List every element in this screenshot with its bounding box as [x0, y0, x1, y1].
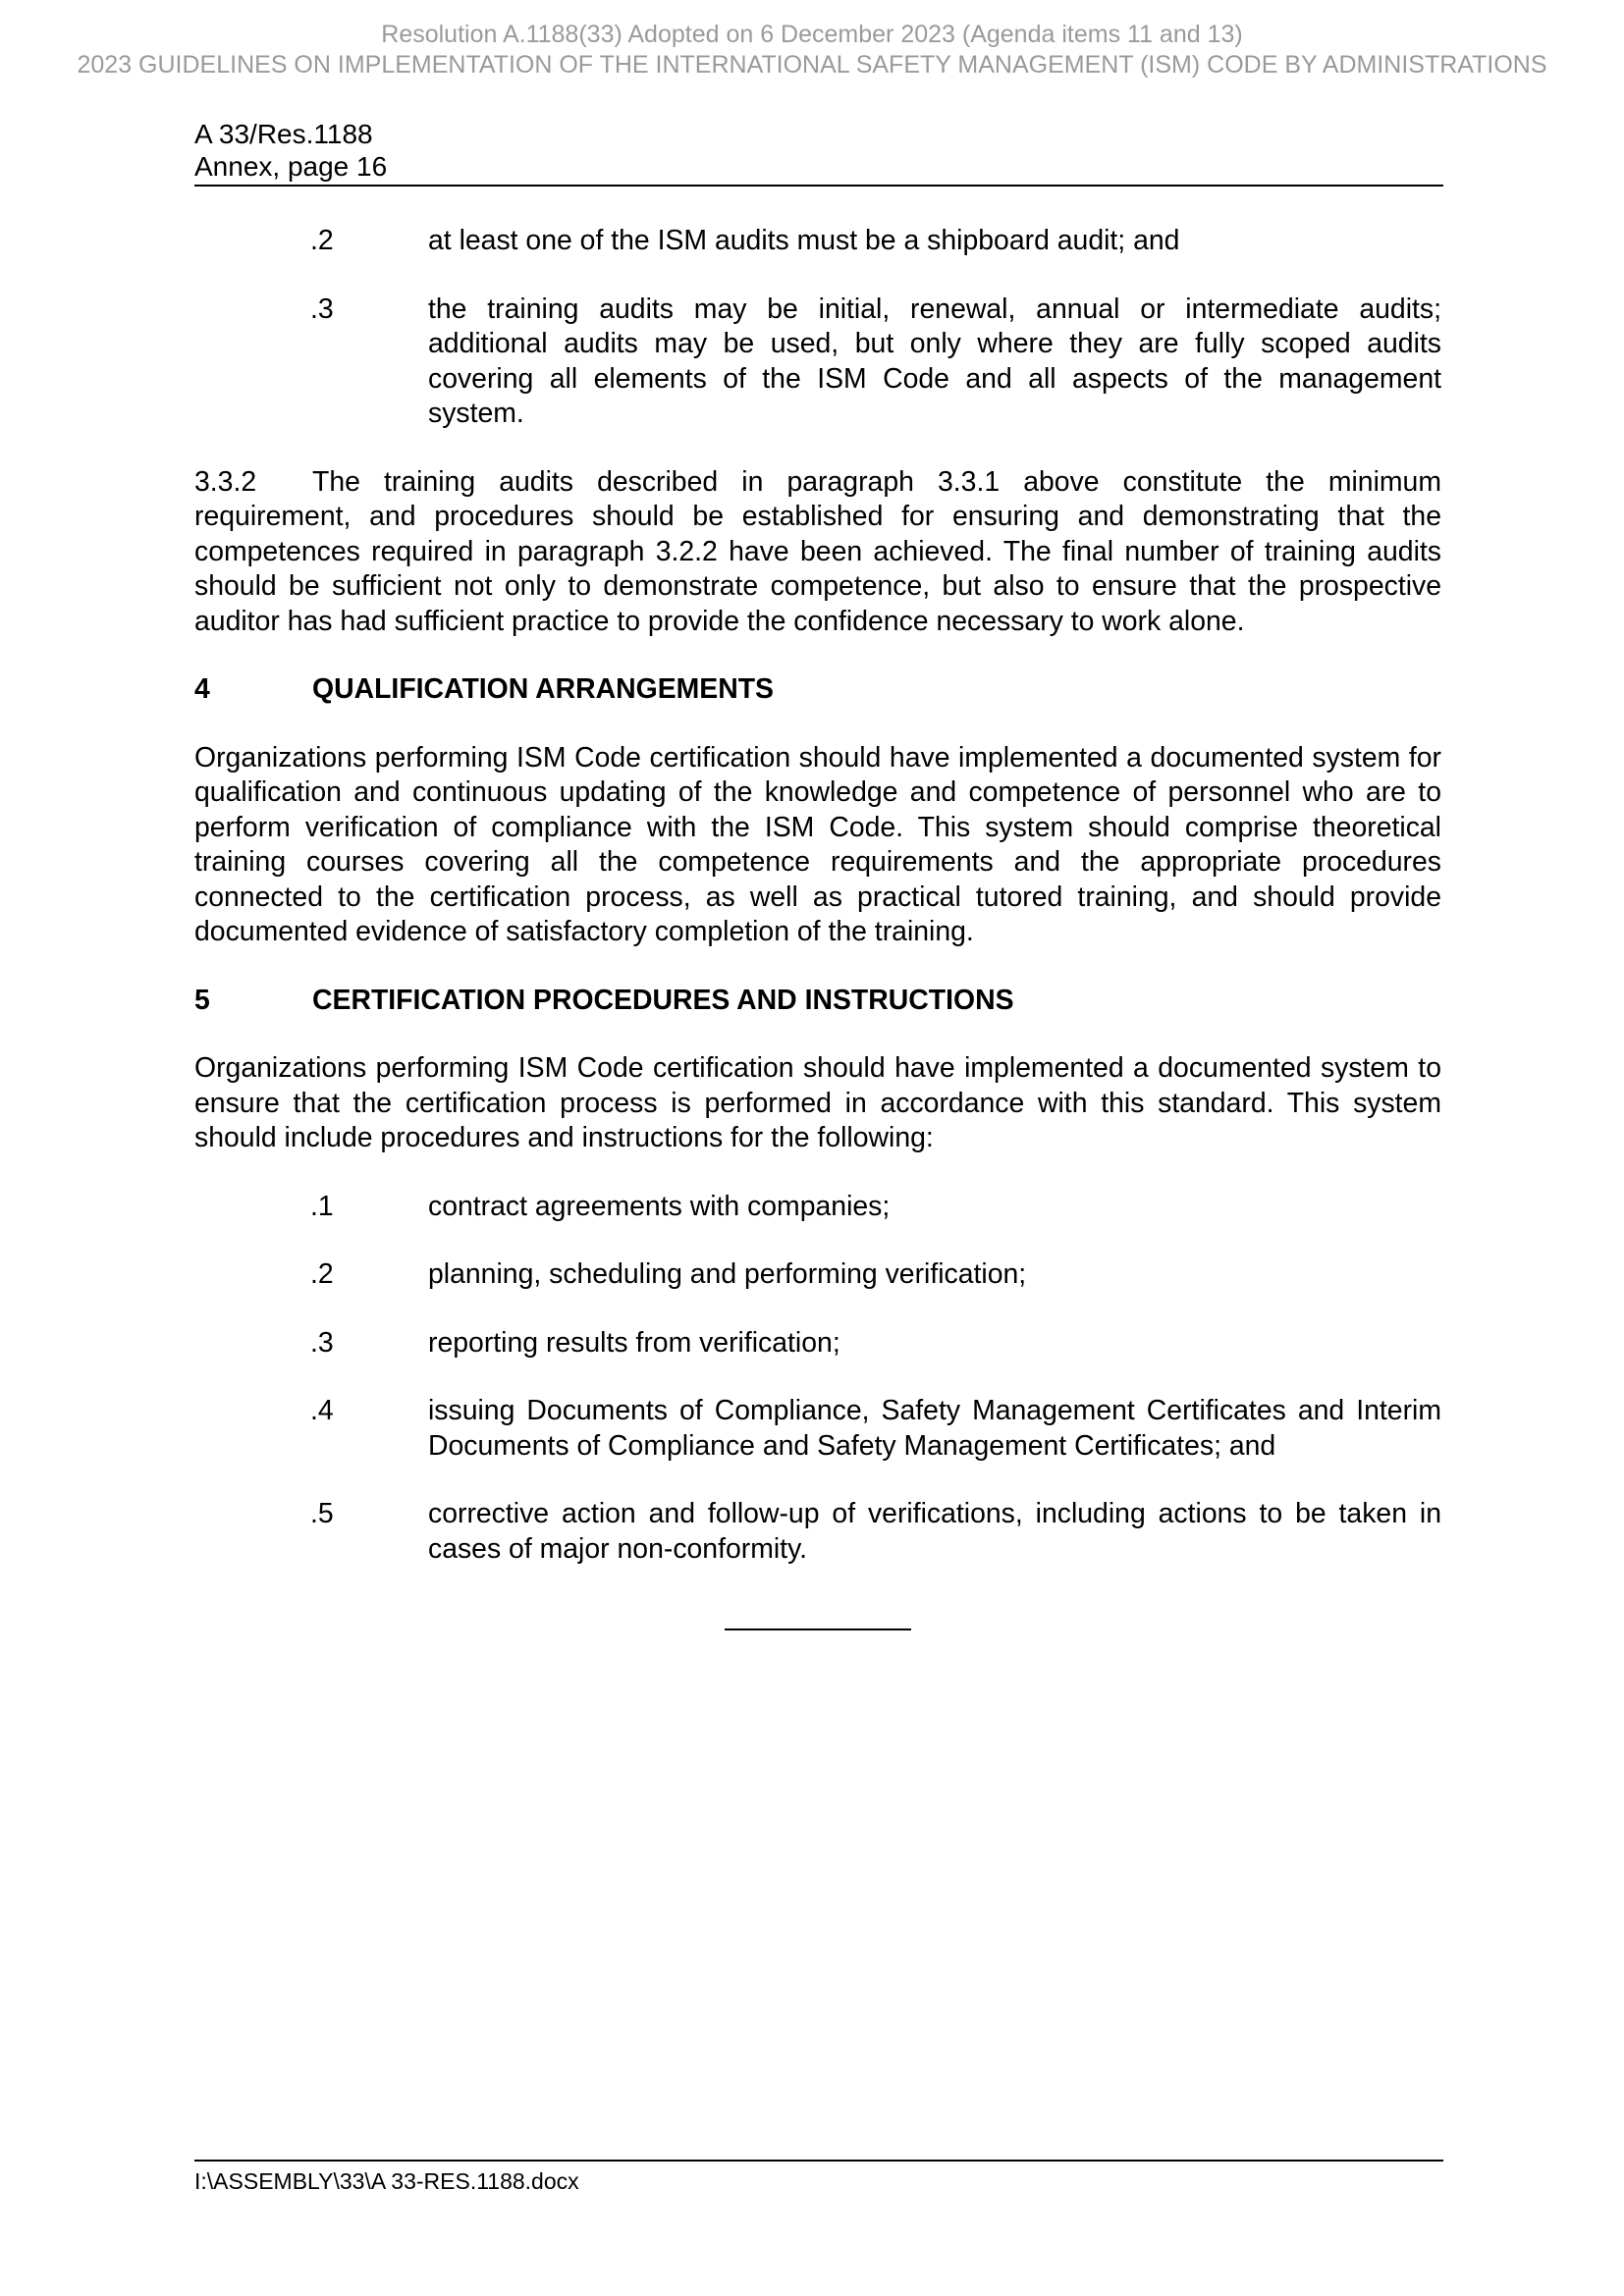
list-item-text: the training audits may be initial, renewal, annual or intermediate audits; additional audits may be used, but only where they are fully scoped audits covering all elements of the ISM Code and all aspects of the management system.: [428, 293, 1441, 429]
section-5-body: Organizations performing ISM Code certification should have implemented a documented system to ensure that the certification process is performed in accordance with this standard. This system should include procedures and instructions for the following:: [194, 1052, 1441, 1153]
list-item: [194, 224, 1441, 259]
list-item-number: .1: [310, 1190, 334, 1222]
page-content: [194, 224, 1441, 1630]
section-number: 5: [194, 984, 210, 1016]
list-item-text: at least one of the ISM audits must be a shipboard audit; and: [428, 225, 1180, 256]
section-title: CERTIFICATION PROCEDURES AND INSTRUCTIONS: [312, 984, 1014, 1016]
list-item-number: .3: [310, 293, 334, 325]
list-item: [194, 1394, 1441, 1464]
section-number: 4: [194, 673, 210, 705]
list-item-text: contract agreements with companies;: [428, 1190, 891, 1222]
list-item-number: .2: [310, 225, 334, 256]
document-reference: A 33/Res.1188: [194, 119, 373, 149]
file-path: I:\ASSEMBLY\33\A 33-RES.1188.docx: [194, 2168, 579, 2194]
list-item: [194, 1326, 1441, 1362]
list-item: [194, 1190, 1441, 1225]
paragraph-3-3-2: [194, 465, 1441, 640]
watermark-resolution-line: Resolution A.1188(33) Adopted on 6 December 2023 (Agenda items 11 and 13): [381, 21, 1243, 48]
list-item: [194, 293, 1441, 432]
watermark-title-line: 2023 GUIDELINES ON IMPLEMENTATION OF THE INTERNATIONAL SAFETY MANAGEMENT (ISM) CODE BY ADMINISTRATIONS: [77, 51, 1547, 79]
paragraph-text: The training audits described in paragraph 3.3.1 above constitute the minimum requirement, and procedures should be established for ensuring and demonstrating that the competences required in paragraph 3.2.2 have been achieved. The final number of training audits should be sufficient not only to demonstrate competence, but also to ensure that the prospective auditor has had sufficient practice to provide the confidence necessary to work alone.: [194, 465, 1441, 637]
section-heading-4: [194, 672, 1441, 708]
list-item-number: .3: [310, 1326, 334, 1359]
list-item-text: corrective action and follow-up of verifications, including actions to be taken in cases of major non-conformity.: [428, 1498, 1441, 1565]
paragraph-number: 3.3.2: [194, 465, 257, 498]
list-item-text: planning, scheduling and performing verification;: [428, 1258, 1027, 1290]
list-item-number: .5: [310, 1498, 334, 1529]
list-item-text: issuing Documents of Compliance, Safety Management Certificates and Interim Documents of Compliance and Safety Management Certificates; and: [428, 1395, 1441, 1462]
list-item: [194, 1497, 1441, 1567]
list-item-number: .4: [310, 1395, 334, 1426]
page-header: [194, 118, 1443, 187]
list-item-number: .2: [310, 1258, 334, 1290]
list-item: [194, 1257, 1441, 1293]
section-4-body: Organizations performing ISM Code certification should have implemented a documented system for qualification and continuous updating of the knowledge and competence of personnel who are to perform verification of compliance with the ISM Code. This system should comprise theoretical training courses covering all the competence requirements and the appropriate procedures connected to the certification process, as well as practical tutored training, and should provide documented evidence of satisfactory completion of the training.: [194, 741, 1441, 947]
section-heading-5: [194, 984, 1441, 1019]
end-of-document-rule: [725, 1629, 911, 1630]
page-reference: Annex, page 16: [194, 151, 388, 182]
section-title: QUALIFICATION ARRANGEMENTS: [312, 673, 774, 705]
page-footer: [194, 2160, 1443, 2195]
list-item-text: reporting results from verification;: [428, 1326, 840, 1359]
